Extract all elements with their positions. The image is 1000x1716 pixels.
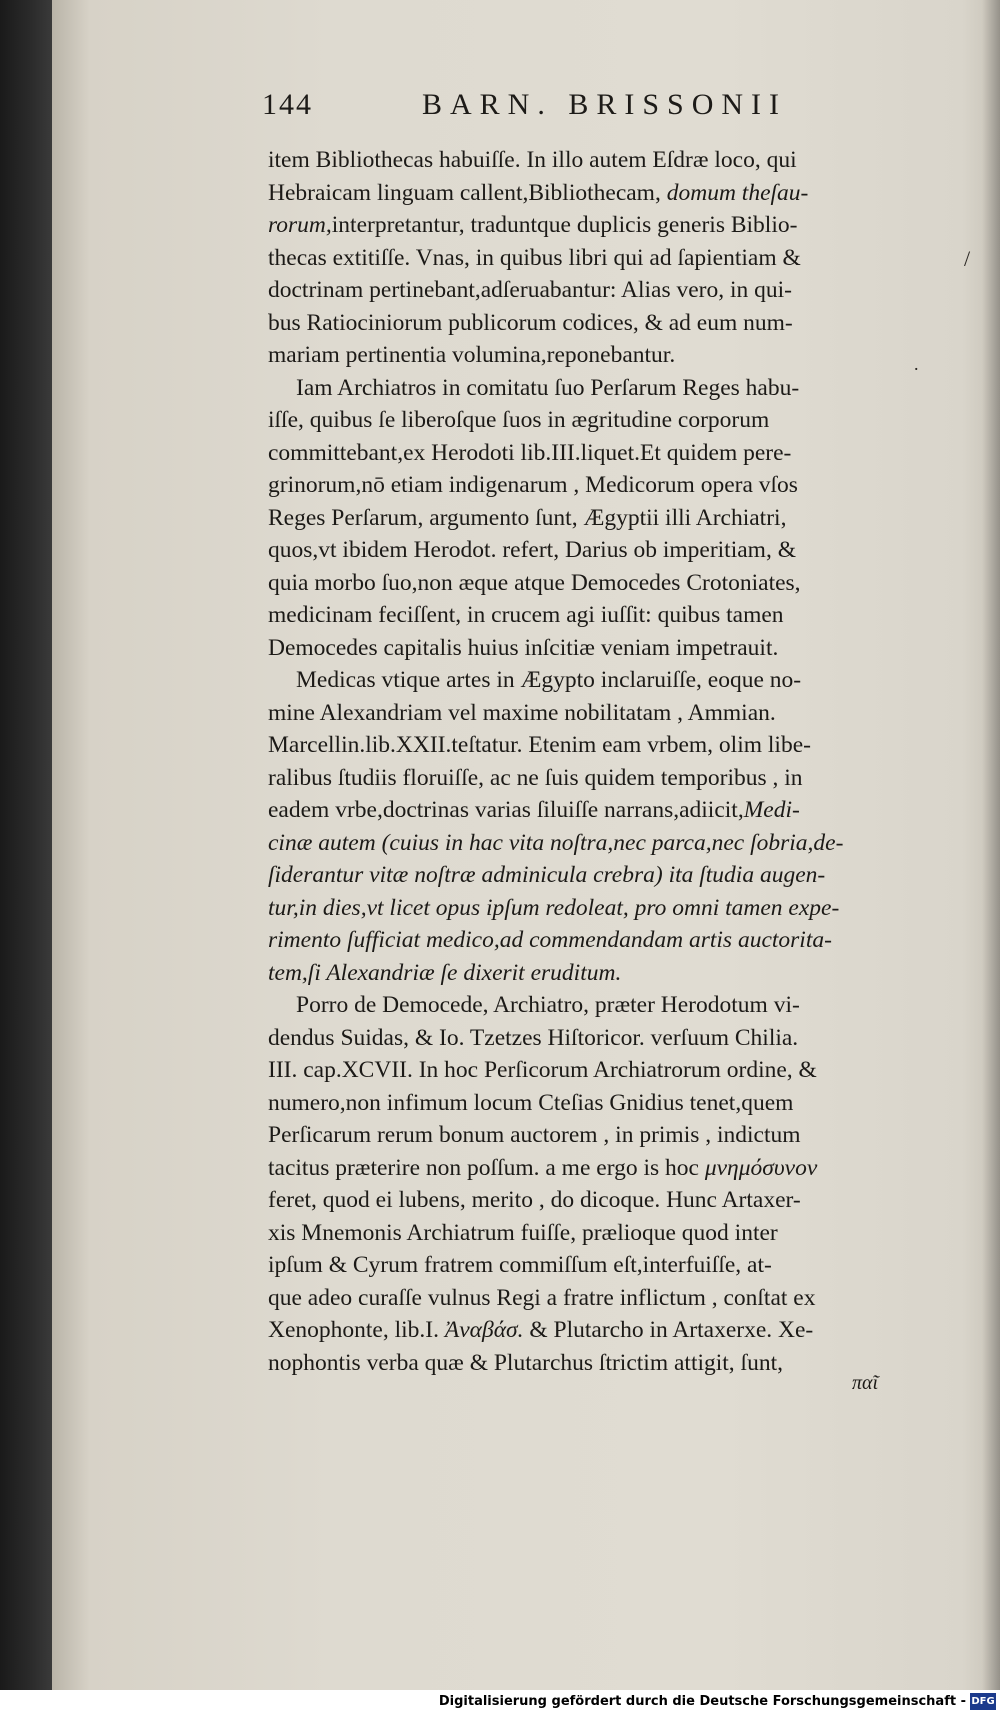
text-line xyxy=(268,372,898,405)
line-roman-text: III. cap.XCVII. In hoc Perſicorum Archiatrorum ordine, & xyxy=(268,1057,817,1083)
line-italic-text: rimento ſufficiat medico,ad commendandam artis auctorita- xyxy=(268,927,832,953)
dfg-logo: DFG xyxy=(970,1693,996,1710)
text-line xyxy=(268,1314,898,1347)
text-line xyxy=(268,502,898,535)
line-roman-text: feret, quod ei lubens, merito , do dicoque. Hunc Artaxer- xyxy=(268,1187,801,1213)
line-roman-text: item Bibliothecas habuiſſe. In illo autem Eſdræ loco, qui xyxy=(268,147,797,173)
running-head: BARN. BRISSONII xyxy=(422,88,788,121)
text-line xyxy=(268,1054,898,1087)
catchword: παῖ xyxy=(852,1372,879,1394)
line-italic-text: Medi- xyxy=(743,797,800,823)
line-roman-text: eadem vrbe,doctrinas varias ſiluiſſe narrans,adiicit, xyxy=(268,797,744,823)
text-line xyxy=(268,1087,898,1120)
line-italic-text: tem,ſi Alexandriæ ſe dixerit eruditum. xyxy=(268,959,622,986)
text-line xyxy=(268,632,898,665)
text-line xyxy=(268,729,898,762)
text-line xyxy=(268,827,898,860)
text-line xyxy=(268,339,898,372)
line-roman-text: quia morbo ſuo,non æque atque Democedes Crotoniates, xyxy=(268,569,801,596)
margin-dot: . xyxy=(914,354,919,374)
margin-mark: / xyxy=(964,246,971,271)
text-line xyxy=(268,469,898,502)
text-line xyxy=(268,307,898,340)
page-number: 144 xyxy=(262,88,313,121)
text-line xyxy=(268,177,898,210)
line-roman-text: committebant,ex Herodoti lib.III.liquet.Et quidem pere- xyxy=(268,439,792,466)
line-italic-text: ſiderantur vitæ noſtræ adminicula crebra) ita ſtudia augen- xyxy=(268,862,826,888)
line-roman-text: interpretantur, traduntque duplicis generis Biblio- xyxy=(331,212,798,238)
text-line xyxy=(268,859,898,892)
text-line xyxy=(268,144,898,177)
text-line xyxy=(268,697,898,730)
page-header xyxy=(262,88,830,132)
text-line xyxy=(268,209,898,242)
footer-credit: Digitalisierung gefördert durch die Deutsche Forschungsgemeinschaft - xyxy=(438,1694,966,1709)
text-line xyxy=(268,1184,898,1217)
body-text xyxy=(268,144,898,1379)
line-roman-text: & Plutarcho in Artaxerxe. Xe- xyxy=(523,1317,814,1343)
line-italic-text: Ἀναβάσ. xyxy=(444,1317,524,1343)
text-line xyxy=(268,989,898,1022)
footer-bar xyxy=(0,1690,1000,1716)
text-line xyxy=(268,242,898,275)
line-roman-text: Democedes capitalis huius inſcitiæ veniam impetrauit. xyxy=(268,634,779,661)
line-roman-text: xis Mnemonis Archiatrum fuiſſe, prælioque quod inter xyxy=(268,1219,778,1246)
line-roman-text: que adeo curaſſe vulnus Regi a fratre inflictum , conſtat ex xyxy=(268,1284,816,1311)
line-roman-text: mariam pertinentia volumina,reponebantur. xyxy=(268,342,676,368)
line-roman-text: medicinam feciſſent, in crucem agi iuſſit: quibus tamen xyxy=(268,602,784,628)
line-roman-text: tacitus præterire non poſſum. a me ergo is hoc xyxy=(268,1154,705,1181)
text-line xyxy=(268,892,898,925)
line-italic-text: domum theſau- xyxy=(666,179,809,206)
line-roman-text: bus Ratiociniorum publicorum codices, & ad eum num- xyxy=(268,309,793,336)
line-roman-text: Xenophonte, lib.I. xyxy=(268,1317,445,1343)
text-line xyxy=(268,1022,898,1055)
text-line xyxy=(268,1347,898,1380)
text-line xyxy=(268,1152,898,1185)
line-roman-text: thecas extitiſſe. Vnas, in quibus libri qui ad ſapientiam & xyxy=(268,244,801,271)
book-binding-edge xyxy=(0,0,52,1690)
line-roman-text: Porro de Democede, Archiatro, præter Herodotum vi- xyxy=(296,992,800,1018)
text-line xyxy=(268,404,898,437)
text-line xyxy=(268,1249,898,1282)
text-line xyxy=(268,1217,898,1250)
text-line xyxy=(268,274,898,307)
line-roman-text: mine Alexandriam vel maxime nobilitatam , Ammian. xyxy=(268,699,776,726)
line-roman-text: Marcellin.lib.XXII.teſtatur. Etenim eam vrbem, olim libe- xyxy=(268,732,811,758)
line-roman-text: ralibus ſtudiis floruiſſe, ac ne ſuis quidem temporibus , in xyxy=(268,764,803,791)
text-line xyxy=(268,1119,898,1152)
text-line xyxy=(268,957,898,990)
line-roman-text: Medicas vtique artes in Ægypto inclaruiſſe, eoque no- xyxy=(296,667,802,693)
line-roman-text: Hebraicam linguam callent,Bibliothecam, xyxy=(268,179,667,206)
line-roman-text: nophontis verba quæ & Plutarchus ſtrictim attigit, ſunt, xyxy=(268,1349,783,1376)
page-edge-shadow xyxy=(982,0,1000,1690)
line-roman-text: doctrinam pertinebant,adſeruabantur: Alias vero, in qui- xyxy=(268,277,793,303)
text-line xyxy=(268,534,898,567)
line-roman-text: Iam Archiatros in comitatu ſuo Perſarum Reges habu- xyxy=(296,374,800,401)
line-roman-text: numero,non infimum locum Cteſias Gnidius tenet,quem xyxy=(268,1089,794,1116)
line-roman-text: iſſe, quibus ſe liberoſque ſuos in ægritudine corporum xyxy=(268,407,770,433)
line-roman-text: dendus Suidas, & Io. Tzetzes Hiſtoricor. verſuum Chilia. xyxy=(268,1024,799,1051)
line-roman-text: grinorum,nō etiam indigenarum , Medicorum opera vſos xyxy=(268,472,798,498)
text-line xyxy=(268,1282,898,1315)
line-italic-text: rorum, xyxy=(268,212,332,238)
text-line xyxy=(268,567,898,600)
text-line xyxy=(268,762,898,795)
text-line xyxy=(268,599,898,632)
line-roman-text: Perſicarum rerum bonum auctorem , in primis , indictum xyxy=(268,1122,801,1148)
line-roman-text: ipſum & Cyrum fratrem commiſſum eſt,interfuiſſe, at- xyxy=(268,1252,772,1278)
text-line xyxy=(268,794,898,827)
line-italic-text: tur,in dies,vt licet opus ipſum redoleat, pro omni tamen expe- xyxy=(268,894,840,921)
line-italic-text: μνημόσυνον xyxy=(704,1154,818,1181)
text-line xyxy=(268,664,898,697)
line-italic-text: cinæ autem (cuius in hac vita noſtra,nec parca,nec ſobria,de- xyxy=(268,829,844,856)
text-line xyxy=(268,437,898,470)
line-roman-text: quos,vt ibidem Herodot. refert, Darius ob imperitiam, & xyxy=(268,537,796,563)
text-line xyxy=(268,924,898,957)
line-roman-text: Reges Perſarum, argumento ſunt, Ægyptii illi Archiatri, xyxy=(268,504,787,531)
